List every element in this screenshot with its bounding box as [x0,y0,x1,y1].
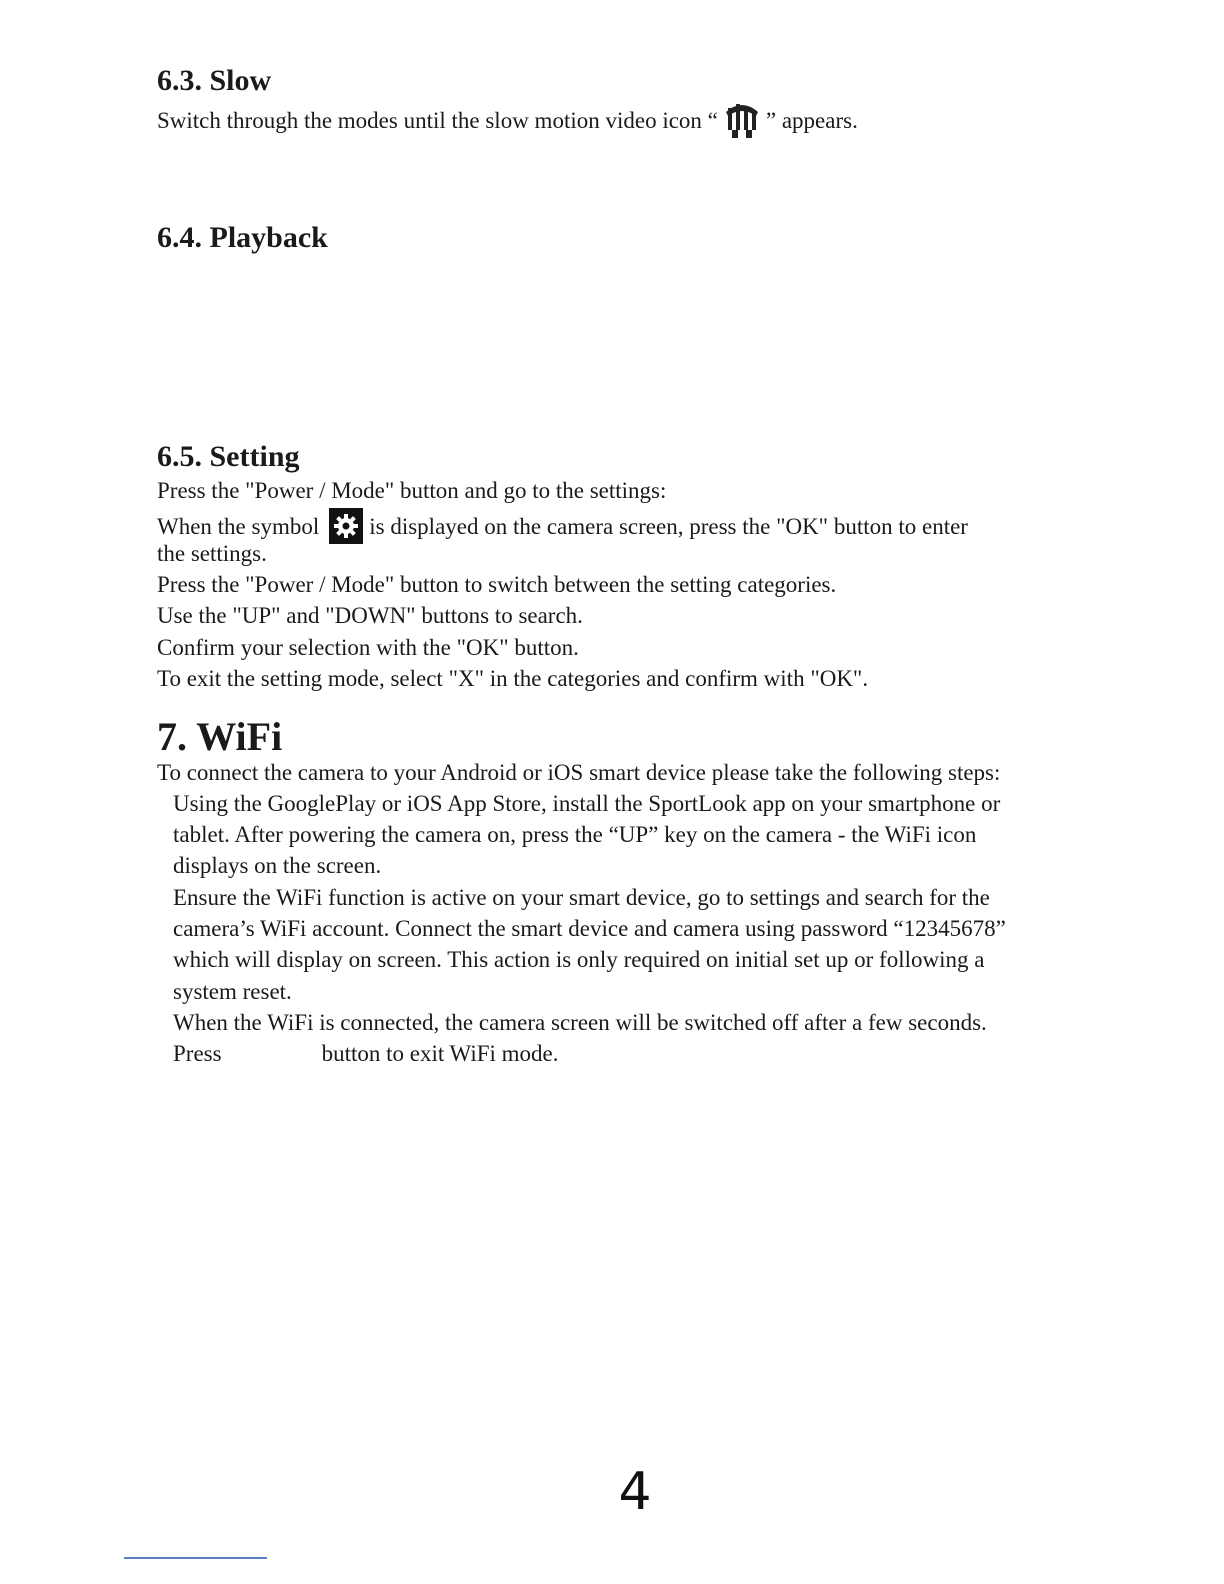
wifi-intro: To connect the camera to your Android or iOS smart device please take the following steps: [157,760,1001,785]
section-heading-playback: 6.4. Playback [157,221,328,254]
setting-line-2 [157,508,968,544]
slow-text-before: Switch through the modes until the slow motion video icon “ [157,108,718,133]
setting-line-5: Use the "UP" and "DOWN" buttons to search. [157,603,583,628]
section-heading-wifi: 7. WiFi [157,714,283,759]
wifi-step2-line2: camera’s WiFi account. Connect the smart device and camera using password “12345678” [173,916,1006,941]
wifi-step2-line3: which will display on screen. This action is only required on initial set up or following a [173,947,985,972]
wifi-step4 [173,1040,559,1068]
setting-line-3: the settings. [157,541,267,566]
wifi-step3-line1: When the WiFi is connected, the camera screen will be switched off after a few seconds. [173,1010,987,1035]
section-heading-slow: 6.3. Slow [157,64,272,97]
wifi-step1-line3: displays on the screen. [173,853,382,878]
wifi-step4-press: Press [173,1041,222,1066]
footer-divider [124,1557,267,1559]
setting-line-1: Press the "Power / Mode" button and go to the settings: [157,478,667,503]
slow-motion-icon [722,100,762,140]
setting-line-4: Press the "Power / Mode" button to switch between the setting categories. [157,572,837,597]
wifi-step2-line1: Ensure the WiFi function is active on your smart device, go to settings and search for the [173,885,990,910]
wifi-step2-line4: system reset. [173,979,292,1004]
section-heading-setting: 6.5. Setting [157,440,300,473]
setting-line-7: To exit the setting mode, select "X" in the categories and confirm with "OK". [157,666,869,691]
slow-paragraph [157,100,858,140]
gear-icon [329,508,363,544]
setting-line-2-after: is displayed on the camera screen, press the "OK" button to enter [369,514,968,539]
setting-line-2-before: When the symbol [157,514,320,539]
page-number: 4 [618,1462,652,1522]
slow-text-after: ” appears. [765,108,858,133]
wifi-step1-line1: Using the GooglePlay or iOS App Store, install the SportLook app on your smartphone or [173,791,1001,816]
wifi-step1-line2: tablet. After powering the camera on, press the “UP” key on the camera - the WiFi icon [173,822,977,847]
wifi-step4-rest: button to exit WiFi mode. [321,1041,559,1066]
setting-line-6: Confirm your selection with the "OK" button. [157,635,579,660]
